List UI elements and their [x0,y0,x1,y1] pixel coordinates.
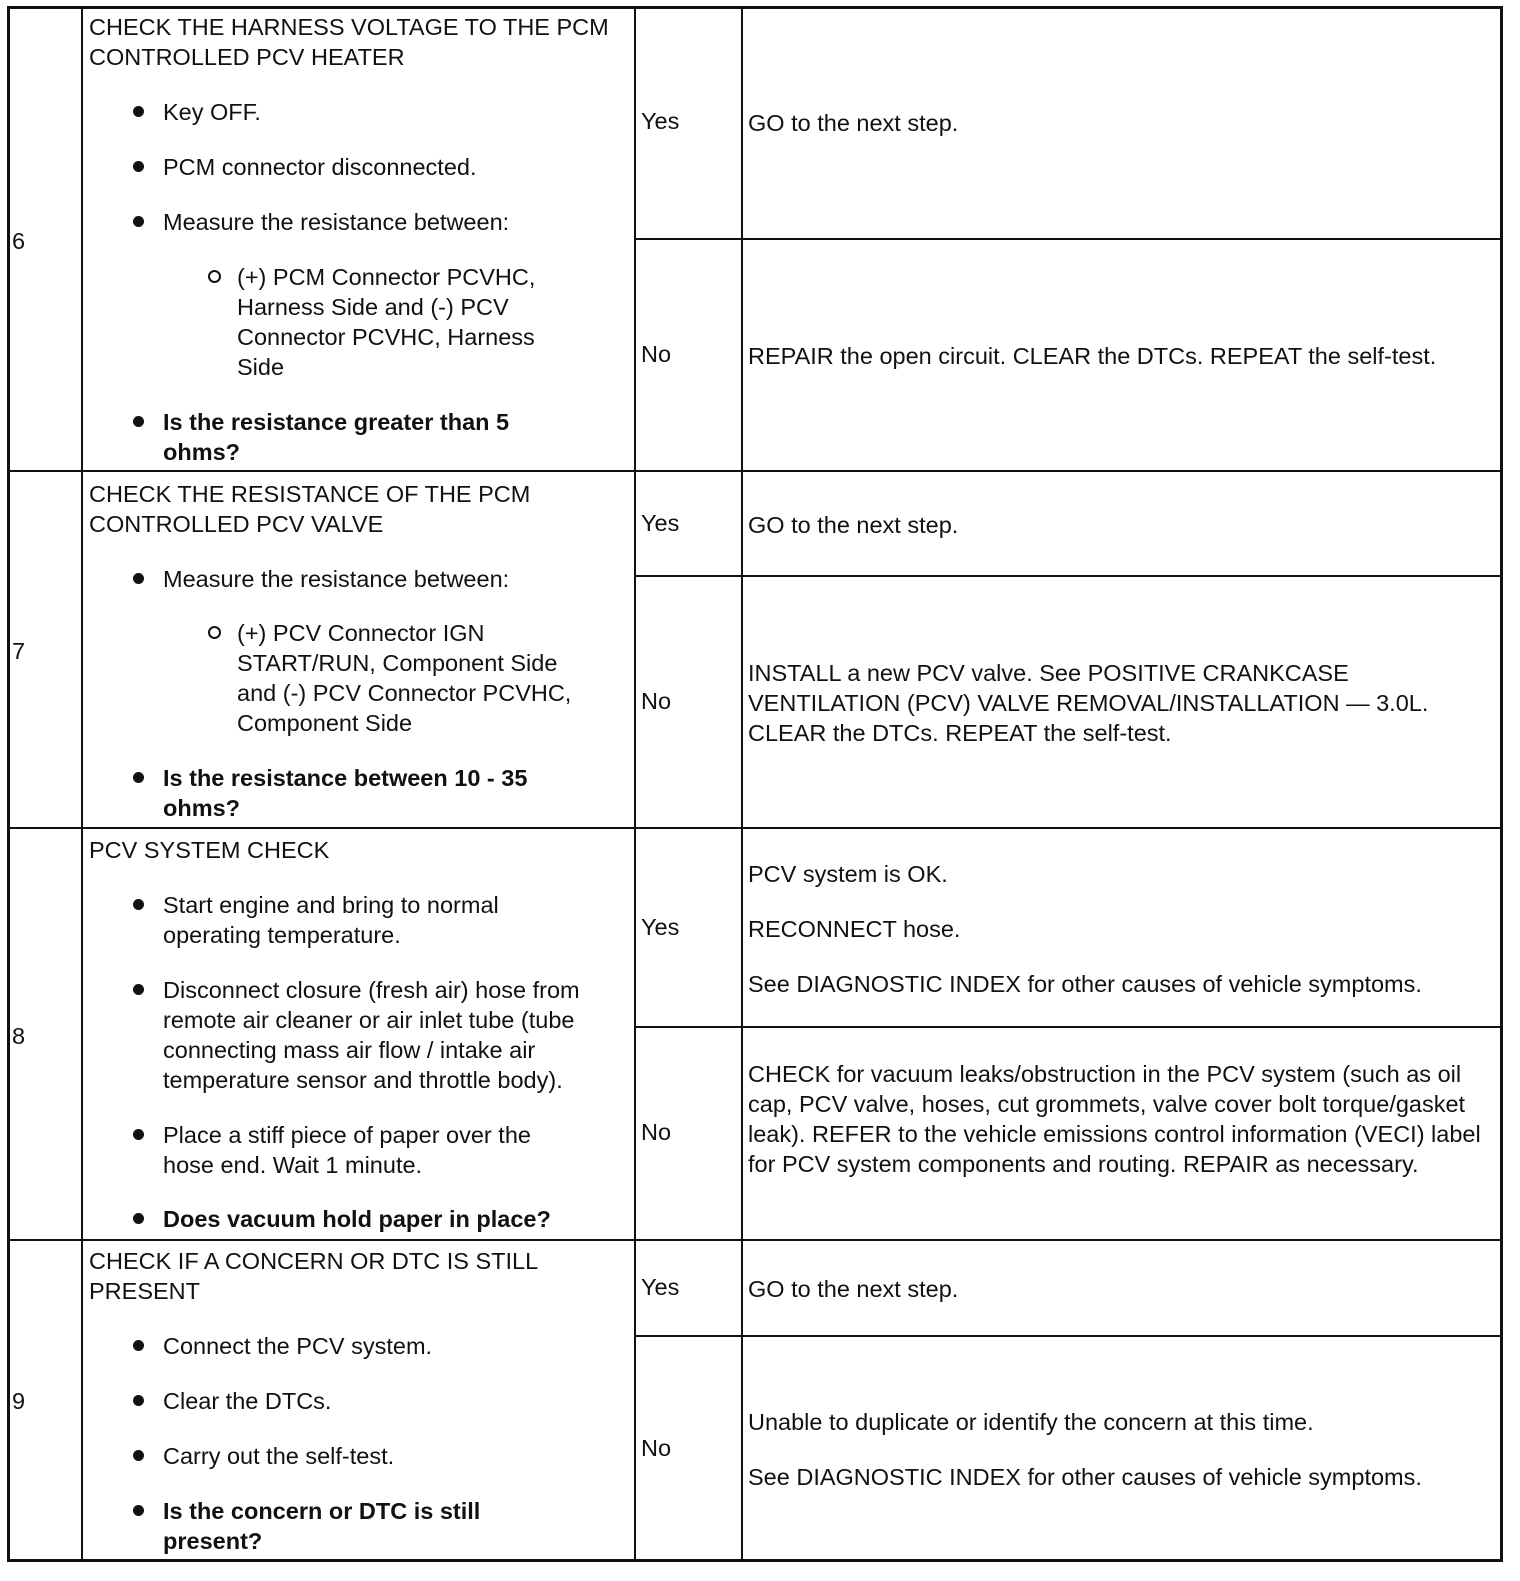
result-text: RECONNECT hose. [748,916,961,942]
result-text: REPAIR the open circuit. CLEAR the DTCs. REPEAT the self-test. [748,343,1437,369]
question-item: Is the resistance greater than 5 ohms? [89,407,629,467]
column-divider [81,6,83,1562]
action-item: Place a stiff piece of paper over the hose end. Wait 1 minute. [89,1120,629,1180]
yes-no-divider [634,1026,1503,1028]
step-number: 7 [12,638,26,664]
yes-label: Yes [641,510,680,536]
no-result [748,1059,1493,1204]
question-item: Does vacuum hold paper in place? [89,1204,629,1234]
step-actions [89,97,629,262]
yes-no-divider [634,238,1503,240]
no-result [748,658,1493,773]
result-text: PCV system is OK. [748,861,948,887]
result-text: CHECK for vacuum leaks/obstruction in the PCV system (such as oil cap, PCV valve, hoses, cut grommets, valve cover bolt torque/gasket leak). REFER to the vehicle emissions control information (VECI) label for PCV system components and routing. REPAIR as necessary. [748,1061,1481,1177]
result-text: See DIAGNOSTIC INDEX for other causes of vehicle symptoms. [748,1464,1422,1490]
result-text: INSTALL a new PCV valve. See POSITIVE CRANKCASE VENTILATION (PCV) VALVE REMOVAL/INSTALLATION — 3.0L. CLEAR the DTCs. REPEAT the self-test. [748,660,1429,746]
no-label: No [641,1435,672,1461]
yes-label: Yes [641,1274,680,1300]
result-text: Unable to duplicate or identify the concern at this time. [748,1409,1314,1435]
result-text: GO to the next step. [748,110,959,136]
yes-no-divider [634,575,1503,577]
step-title: CHECK THE RESISTANCE OF THE PCM CONTROLLED PCV VALVE [89,481,531,537]
action-item: Connect the PCV system. [89,1331,629,1361]
step-title: PCV SYSTEM CHECK [89,837,330,863]
question-item: Is the resistance between 10 - 35 ohms? [89,763,629,823]
yes-result [748,859,1493,1024]
step-title: CHECK IF A CONCERN OR DTC IS STILL PRESENT [89,1248,538,1304]
step-number: 8 [12,1023,26,1049]
step-actions [89,564,629,619]
yes-label: Yes [641,108,680,134]
step-question [89,1496,629,1581]
no-result [748,1407,1493,1517]
action-item: Disconnect closure (fresh air) hose from remote air cleaner or air inlet tube (tube connecting mass air flow / intake air temperature sensor and throttle body). [89,975,629,1095]
yes-result [748,1274,1493,1329]
yes-label: Yes [641,914,680,940]
question-item: Is the concern or DTC is still present? [89,1496,629,1556]
no-label: No [641,1119,672,1145]
action-item: Carry out the self-test. [89,1441,629,1471]
yes-result [748,510,1493,565]
action-item: Start engine and bring to normal operating temperature. [89,890,629,950]
sub-action [89,262,589,382]
action-item: Measure the resistance between: [89,207,629,237]
yes-no-divider [634,1335,1503,1337]
result-text: See DIAGNOSTIC INDEX for other causes of vehicle symptoms. [748,971,1422,997]
sub-action-text: (+) PCV Connector IGN START/RUN, Component Side and (-) PCV Connector PCVHC, Component Side [237,620,572,736]
step-number: 9 [12,1388,26,1414]
step-number: 6 [12,228,26,254]
sub-action-text: (+) PCM Connector PCVHC, Harness Side and (-) PCV Connector PCVHC, Harness Side [237,264,536,380]
result-text: GO to the next step. [748,1276,959,1302]
step-title: CHECK THE HARNESS VOLTAGE TO THE PCM CONTROLLED PCV HEATER [89,14,609,70]
yes-result [748,108,1493,163]
no-label: No [641,341,672,367]
action-item: Key OFF. [89,97,629,127]
no-label: No [641,688,672,714]
action-item: Measure the resistance between: [89,564,629,594]
step-actions [89,890,629,1205]
result-text: GO to the next step. [748,512,959,538]
step-actions [89,1331,629,1496]
sub-action [89,618,589,738]
action-item: Clear the DTCs. [89,1386,629,1416]
no-result [748,341,1493,396]
action-item: PCM connector disconnected. [89,152,629,182]
